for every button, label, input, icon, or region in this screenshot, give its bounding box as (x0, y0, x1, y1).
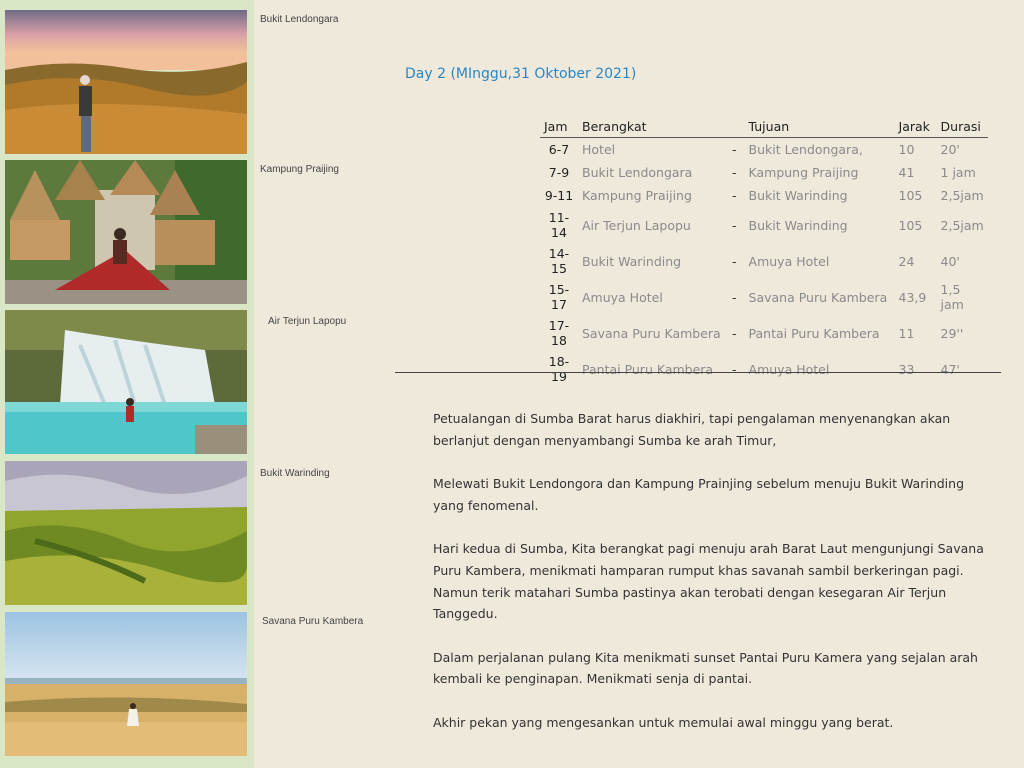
header-jam: Jam (540, 118, 578, 138)
cell-jam: 18-19 (548, 354, 570, 384)
cell-jam: 6-7 (548, 142, 570, 157)
cell-jarak: 33 (898, 361, 915, 377)
header-jarak: Jarak (895, 118, 937, 138)
cell-durasi: 47' (940, 361, 960, 377)
cell-dash: - (732, 361, 737, 377)
cell-tujuan: Pantai Puru Kambera (748, 325, 880, 341)
cell-jam: 11-14 (548, 210, 570, 240)
cell-tujuan: Amuya Hotel (748, 361, 830, 377)
cell-jam: 17-18 (548, 318, 570, 348)
cell-jarak: 10 (898, 142, 915, 157)
cell-dash: - (732, 217, 737, 233)
cell-berangkat: Bukit Warinding (582, 253, 682, 269)
cell-berangkat: Bukit Lendongara (582, 165, 693, 180)
cell-jarak: 105 (898, 217, 923, 233)
cell-dash: - (732, 142, 737, 157)
cell-jarak: 41 (898, 165, 915, 180)
photo-label-air-terjun-lapopu: Air Terjun Lapopu (268, 316, 347, 327)
photo-air-terjun-lapopu (5, 310, 247, 454)
cell-tujuan: Bukit Lendongara, (748, 142, 863, 157)
schedule-row (540, 315, 988, 351)
cell-dash: - (732, 188, 737, 203)
description (433, 408, 993, 755)
photo-label-bukit-lendongara: Bukit Lendongara (260, 14, 339, 25)
schedule-row (540, 243, 988, 279)
paragraph: Hari kedua di Sumba, Kita berangkat pagi menuju arah Barat Laut mengunjungi Savana Puru Kambera, menikmati hamparan rumput khas savanah sambil berkeringan pagi. Namun terik matahari Sumba pastinya akan terobati dengan kesegaran Air Terjun Tanggedu. (433, 541, 984, 622)
paragraph: Dalam perjalanan pulang Kita menikmati sunset Pantai Puru Kamera yang sejalan arah kembali ke penginapan. Menikmati senja di pantai. (433, 649, 978, 687)
cell-jam: 7-9 (548, 165, 570, 180)
cell-durasi: 20' (940, 142, 960, 157)
schedule-row (540, 207, 988, 243)
photo-kampung-praijing (5, 160, 247, 304)
cell-tujuan: Kampung Praijing (748, 165, 859, 180)
paragraph: Petualangan di Sumba Barat harus diakhiri, tapi pengalaman menyenangkan akan berlanjut dengan menyambangi Sumba ke arah Timur, (433, 411, 951, 448)
schedule-row (540, 184, 988, 207)
cell-berangkat: Air Terjun Lapopu (582, 217, 691, 233)
cell-berangkat: Hotel (582, 142, 616, 157)
cell-jarak: 105 (898, 188, 923, 203)
cell-durasi: 29'' (940, 325, 964, 341)
schedule-row (540, 161, 988, 184)
cell-jam: 9-11 (544, 188, 574, 203)
day-title: Day 2 (MInggu,31 Oktober 2021) (405, 66, 637, 82)
cell-durasi: 40' (940, 253, 960, 269)
cell-tujuan: Amuya Hotel (748, 253, 830, 269)
paragraph: Akhir pekan yang mengesankan untuk memulai awal minggu yang berat. (433, 714, 894, 730)
header-tujuan: Tujuan (745, 118, 895, 138)
cell-berangkat: Savana Puru Kambera (582, 325, 721, 341)
cell-tujuan: Savana Puru Kambera (748, 289, 888, 305)
cell-jam: 15-17 (548, 282, 570, 312)
cell-durasi: 1,5 jam (940, 282, 964, 312)
header-spacer (728, 118, 745, 138)
cell-dash: - (732, 289, 737, 305)
photo-label-kampung-praijing: Kampung Praijing (260, 164, 339, 175)
cell-jarak: 43,9 (898, 289, 927, 305)
section-divider (395, 372, 1001, 373)
schedule-table (540, 118, 988, 387)
photo-label-savana-puru-kambera: Savana Puru Kambera (262, 616, 364, 627)
schedule-row (540, 279, 988, 315)
cell-jarak: 11 (898, 325, 915, 341)
cell-durasi: 2,5jam (940, 217, 984, 233)
photo-savana-puru-kambera (5, 612, 247, 756)
header-durasi: Durasi (937, 118, 988, 138)
cell-berangkat: Amuya Hotel (582, 289, 663, 305)
cell-tujuan: Bukit Warinding (748, 188, 848, 203)
cell-dash: - (732, 325, 737, 341)
paragraph: Melewati Bukit Lendongora dan Kampung Prainjing sebelum menuju Bukit Warinding yang fenomenal. (433, 476, 965, 513)
cell-jarak: 24 (898, 253, 915, 269)
schedule-header-row (540, 118, 988, 138)
photo-bukit-lendongara (5, 10, 247, 154)
cell-dash: - (732, 253, 737, 269)
cell-durasi: 1 jam (940, 165, 976, 180)
photo-bukit-warinding (5, 461, 247, 605)
cell-tujuan: Bukit Warinding (748, 217, 848, 233)
header-berangkat: Berangkat (578, 118, 728, 138)
cell-berangkat: Pantai Puru Kambera (582, 361, 714, 377)
cell-dash: - (732, 165, 737, 180)
cell-berangkat: Kampung Praijing (582, 188, 692, 203)
cell-jam: 14-15 (548, 246, 570, 276)
schedule-body (540, 138, 988, 388)
cell-durasi: 2,5jam (940, 188, 984, 203)
schedule-row (540, 351, 988, 387)
photo-label-bukit-warinding: Bukit Warinding (260, 468, 330, 479)
schedule-row (540, 138, 988, 162)
